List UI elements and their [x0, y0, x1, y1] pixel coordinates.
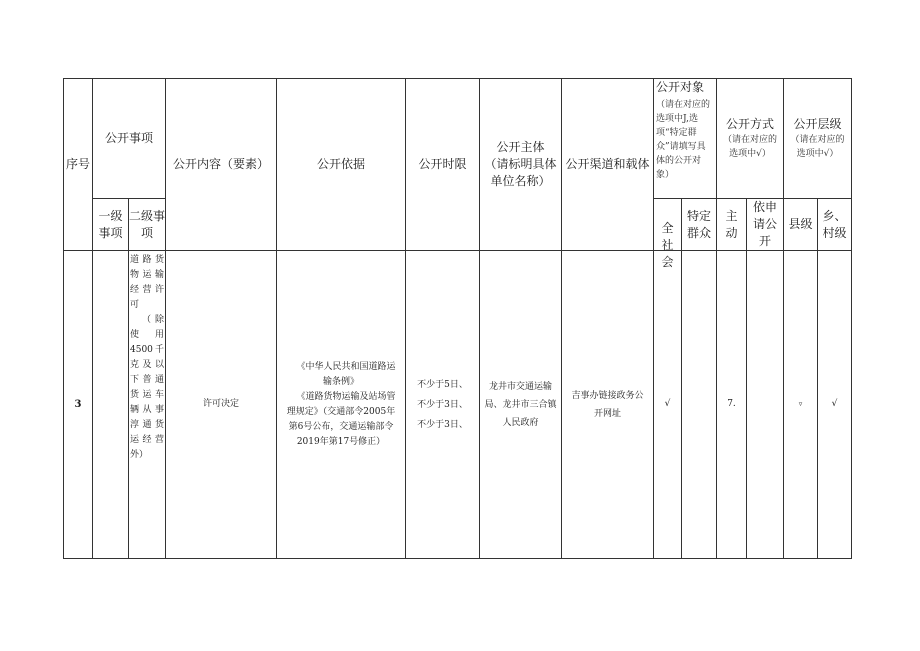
item-l2-line: 货运车 [130, 390, 164, 400]
item-l2-line: 可 [130, 300, 140, 310]
header-object-all: 全社会 [654, 199, 682, 251]
header-object-specific: 特定群众 [682, 199, 717, 251]
item-l2-line: 道路货 [130, 255, 164, 265]
header-seq: 序号 [64, 79, 93, 251]
header-channel: 公开渠道和载体 [562, 79, 654, 251]
row-content: 许可决定 [166, 251, 277, 559]
header-subject: 公开主体 （请标明具体单位名称） [480, 79, 562, 251]
channel-line: 吉事办链接政务公 [571, 390, 644, 401]
item-l2-line: 外） [130, 450, 149, 460]
header-item-level2: 二级事项 [129, 199, 166, 251]
row-mode-active: 7. [717, 251, 747, 559]
row-object-specific [682, 251, 717, 559]
row-level-county: ▿ [784, 251, 818, 559]
channel-line: 开网址 [593, 408, 621, 419]
header-item-level1: 一级事项 [93, 199, 129, 251]
item-l2-line: 克及以 [130, 360, 164, 370]
row-level-town: √ [818, 251, 852, 559]
row-channel [562, 251, 654, 559]
item-l2-line: 辆从事 [130, 405, 164, 415]
time-limit-line: 不少于5日、 [417, 379, 468, 390]
row-item-level2 [129, 251, 166, 559]
header-level: 公开层级 （请在对应的选项中√） [784, 79, 852, 199]
item-l2-line: 经营许 [130, 285, 164, 295]
header-item: 公开事项 [93, 79, 166, 199]
header-level-county: 县级 [784, 199, 818, 251]
basis-line: 2019年第17号修正） [296, 436, 386, 447]
header-mode: 公开方式 （请在对应的选项中√） [717, 79, 784, 199]
basis-line: 《中华人民共和国道路运 [296, 361, 396, 372]
header-mode-active: 主动 [717, 199, 747, 251]
row-time-limit [406, 251, 480, 559]
row-object-all: √ [654, 251, 682, 559]
subject-line: 龙井市交通运输 [488, 381, 552, 392]
row-mode-apply [747, 251, 784, 559]
time-limit-line: 不少于3日、 [417, 399, 468, 410]
disclosure-table [63, 78, 852, 559]
item-l2-line: 使用 [130, 330, 164, 340]
header-level-town: 乡、村级 [818, 199, 852, 251]
header-basis: 公开依据 [277, 79, 406, 251]
item-l2-line: 淳通货 [130, 420, 164, 430]
item-l2-line: 下普通 [130, 375, 164, 385]
row-subject [480, 251, 562, 559]
row-item-level1 [93, 251, 129, 559]
row-basis [277, 251, 406, 559]
header-time-limit: 公开时限 [406, 79, 480, 251]
header-object: 公开对象 （请在对应的选项中J,选项“特定群众”请填写具体的公开对象） [654, 79, 717, 199]
basis-line: 输条例》 [322, 376, 359, 387]
subject-line: 人民政府 [502, 417, 539, 428]
item-l2-line: 物运输 [130, 270, 164, 280]
subject-line: 局、龙井市三合镇 [484, 399, 557, 410]
basis-line: 第6号公布，交通运输部令 [288, 421, 394, 432]
header-content: 公开内容（要素） [166, 79, 277, 251]
row-seq: 3 [64, 251, 93, 559]
basis-line: 《道路货物运输及站场管 [296, 391, 396, 402]
item-l2-line: 4500千 [130, 345, 164, 355]
item-l2-line: （除 [142, 315, 164, 325]
item-l2-line: 运经营 [130, 435, 164, 445]
basis-line: 理规定》（交通部令2005年 [286, 406, 396, 417]
header-mode-apply: 依申请公开 [747, 199, 784, 251]
time-limit-line: 不少于3日、 [417, 419, 468, 430]
